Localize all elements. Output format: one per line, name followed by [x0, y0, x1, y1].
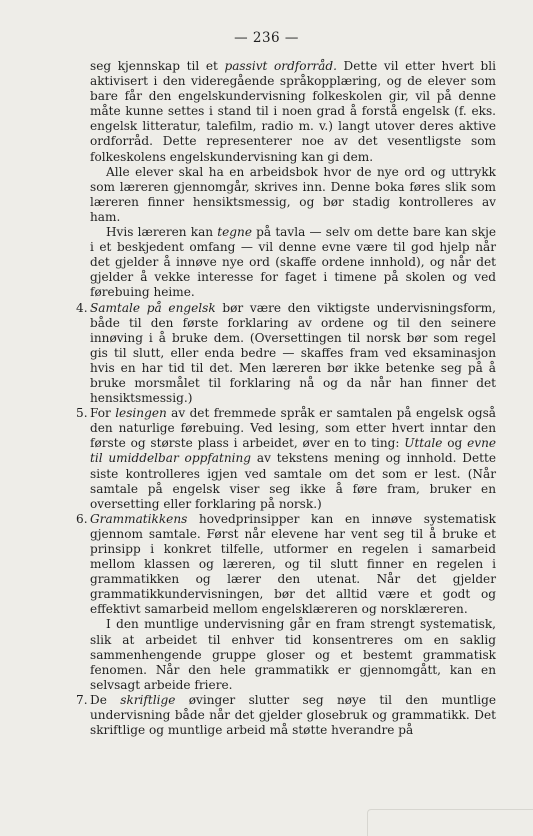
item-number: 4.: [76, 300, 88, 315]
paragraph-workbook: Alle elever skal ha en arbeidsbok hvor de nye ord og uttrykk som læreren gjennomgår, skrives inn. Denne boka føres slik som læreren finner hensiktsmessig, og bør stadig kontrolleres av ham.: [90, 164, 496, 224]
emphasis-passive-vocabulary: passivt ordforråd.: [224, 59, 337, 73]
page-number: — 236 —: [234, 30, 299, 46]
scan-edge-mark: [367, 809, 533, 836]
text-run: av tekstens mening og innhold. Dette siste kontrolleres igjen ved samtale om det som er lest. (Når samtale på engelsk viser seg ikke å føre fram, bruker en oversetting eller forklaring på norsk.): [90, 451, 496, 511]
text-run: bør være den viktigste undervisningsform, både til den første forklaring av ordene og til den seinere innøving i å bruke dem. (Oversettingen til norsk bør som regel gis til slutt, eller enda bedre — skaffes fram ved eksaminasjon hvis en har tid til det. Men læreren bør ikke betenke seg på å bruke morsmålet til forklaring nå og da når han finner det hensiktsmessig.): [90, 300, 496, 406]
item-text: [90, 406, 496, 512]
emphasis-draw: tegne: [217, 225, 252, 240]
text-run: og: [442, 436, 468, 451]
list-item-6: [76, 511, 496, 693]
paragraph-passive-vocabulary: [90, 59, 496, 165]
text-run: Dette vil etter hvert bli aktivisert i den videregående språkopplæring, og de elever som bare får den engelskundervisning folkeskolen gir, vil på denne måte kunne settes i stand til i noen grad å forstå engelsk (f. eks. engelsk litteratur, talefilm, radio m. v.) langt utover deres aktive ordforråd. Dette representerer noe av det vesentligste som folkeskolens engelskundervisning kan gi dem.: [90, 59, 496, 164]
paragraph-drawing: [90, 225, 496, 300]
text-run: på tavla — selv om dette bare kan skje i et beskjedent omfang — vil denne evne være til god hjelp når det gjelder å innøve nye ord (skaffe ordene innhold), og når det gjelder å vekke interesse for faget i timene på skolen og ved førebuing heime.: [90, 225, 496, 300]
paragraph-oral-teaching: I den muntlige undervisning går en fram strengt systematisk, slik at arbeidet til enhver tid konsentreres om en saklig sammenhengende gruppe gloser og et bestemt grammatisk fenomen. Når den hele grammatikk er gjennomgått, kan en selvsagt arbeide friere.: [90, 617, 496, 692]
item-number: 5.: [76, 406, 88, 421]
item-text: [90, 301, 496, 407]
text-run: øvinger slutter seg nøye til den muntlige undervisning både når det gjelder glosebruk og grammatikk. Det skriftlige og muntlige arbeid må støtte hverandre på: [90, 692, 496, 738]
item-text: [90, 693, 496, 738]
item-number: 7.: [76, 692, 88, 707]
text-run: Hvis læreren kan: [106, 225, 218, 240]
emphasis-conversation: Samtale på engelsk: [90, 300, 216, 315]
text-run: For: [90, 406, 116, 421]
list-item-7: [76, 692, 496, 738]
text-run: av det fremmede språk er samtalen på engelsk også den naturlige førebuing. Ved lesing, som etter hvert inntar den første og største plass i arbeidet, øver en to ting:: [90, 406, 497, 451]
emphasis-grammar: Grammatikkens: [90, 511, 188, 526]
text-run: seg kjennskap til et: [90, 59, 225, 73]
page-body: [76, 59, 497, 738]
list-item-5: [76, 406, 497, 512]
text-run: De: [90, 692, 121, 707]
item-number: 6.: [76, 511, 88, 526]
emphasis-pronunciation: Uttale: [404, 436, 443, 451]
item-text: [90, 512, 496, 618]
emphasis-comprehension: evne til umiddelbar oppfatning: [90, 436, 497, 466]
emphasis-reading: lesingen: [115, 406, 167, 421]
emphasis-written: skriftlige: [120, 692, 176, 707]
text-run: hovedprinsipper kan en innøve systematisk gjennom samtale. Først når elevene har vent seg til å bruke et prinsipp i konkret tilfelle, utformer en regelen i samarbeid mellom klassen og læreren, og til slutt finner en regelen i grammatikken og lærer den utenat. Når det gjelder grammatikkundervisningen, bør det alltid være et godt og effektivt samarbeid mellom engelsklæreren og norsklæreren.: [90, 511, 496, 617]
list-item-4: [76, 300, 496, 407]
